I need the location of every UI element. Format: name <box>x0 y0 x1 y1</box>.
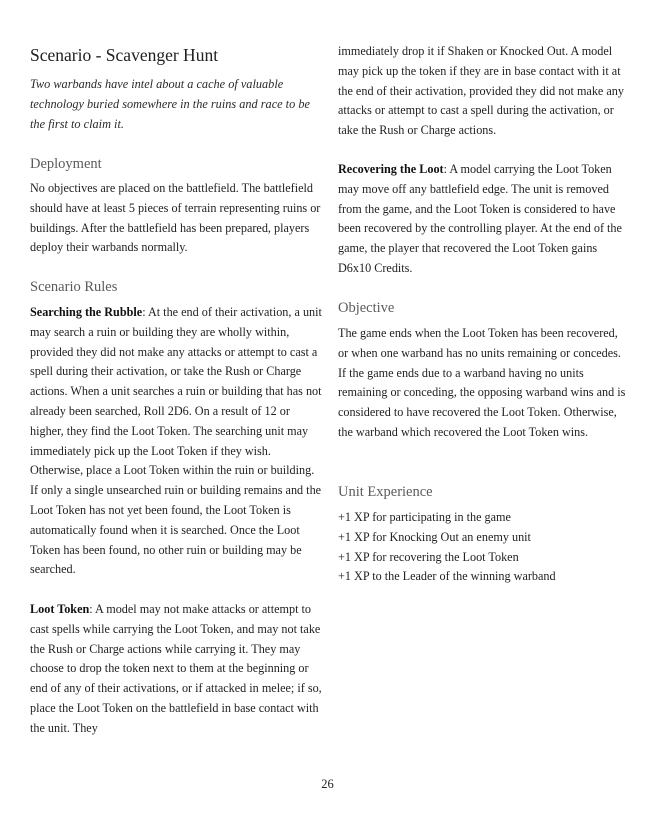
loot-token-label: Loot Token <box>30 602 90 616</box>
xp-item-recovering: +1 XP for recovering the Loot Token <box>338 549 519 564</box>
scenario-title: Scenario - Scavenger Hunt <box>30 45 219 65</box>
recovering-loot-text: : A model carrying the Loot Token may move off any battlefield edge. The unit is removed from the game, and the Loot Token is considered to have been recovered by the controlling player. At the end of the game, the player that recovered the Loot Token gains D6x10 Credits. <box>338 162 622 275</box>
searching-rubble-rule <box>30 303 322 580</box>
objective-text: The game ends when the Loot Token has been recovered, or when one warband has no units remaining or concedes. If the game ends due to a warband having no units remaining or conceding, the opposing warband wins and is considered to have recovered the Loot Token. Otherwise, the warband which recovered the Loot Token wins. <box>338 326 626 439</box>
unit-experience-heading: Unit Experience <box>338 484 433 500</box>
loot-token-rule <box>30 600 322 739</box>
xp-item-participating: +1 XP for participating in the game <box>338 510 511 524</box>
deployment-heading: Deployment <box>30 156 102 172</box>
loot-token-continued-text: immediately drop it if Shaken or Knocked Out. A model may pick up the token if they are in base contact with it at the end of their activation, provided they did not make any attacks or attempt to cast a spell during the activation, or take the Rush or Charge actions. <box>338 44 624 138</box>
recovering-loot-rule <box>338 160 630 279</box>
unit-experience-list <box>338 508 556 587</box>
searching-rubble-label: Searching the Rubble <box>30 305 143 319</box>
xp-item-knocking-out: +1 XP for Knocking Out an enemy unit <box>338 529 531 544</box>
deployment-text: No objectives are placed on the battlefield. The battlefield should have at least 5 pieces of terrain representing ruins or buildings. After the battlefield has been prepared, players deploy their warbands normally. <box>30 181 321 255</box>
page-number: 26 <box>321 777 334 791</box>
scenario-rules-heading: Scenario Rules <box>30 279 118 295</box>
searching-rubble-text: : At the end of their activation, a unit may search a ruin or building they are wholly within, provided they did not make any attacks or attempt to cast a spell during their activation, or take the Rush or Charge actions. When a unit searches a ruin or building that has not already been searched, Roll 2D6. On a result of 12 or higher, they find the Loot Token. The searching unit may immediately pick up the Loot Token if they wish. Otherwise, place a Loot Token within the ruin or building. If only a single unsearched ruin or building remains and the Loot Token has not yet been found, the Loot Token is automatically found when it is searched. Once the Loot Token has been found, no other ruin or building may be searched. <box>30 305 322 577</box>
loot-token-text: : A model may not make attacks or attempt to cast spells while carrying the Loot Token, and may not take the Rush or Charge actions while carrying it. They may choose to drop the token next to them at the beginning or end of any of their activations, or if attacked in melee; if so, place the Loot Token on the battlefield in base contact with the unit. They <box>30 602 322 735</box>
recovering-loot-label: Recovering the Loot <box>338 162 444 176</box>
xp-item-leader: +1 XP to the Leader of the winning warband <box>338 569 556 584</box>
objective-heading: Objective <box>338 300 395 316</box>
scenario-intro: Two warbands have intel about a cache of valuable technology buried somewhere in the ruins and race to be the first to claim it. <box>30 77 310 131</box>
